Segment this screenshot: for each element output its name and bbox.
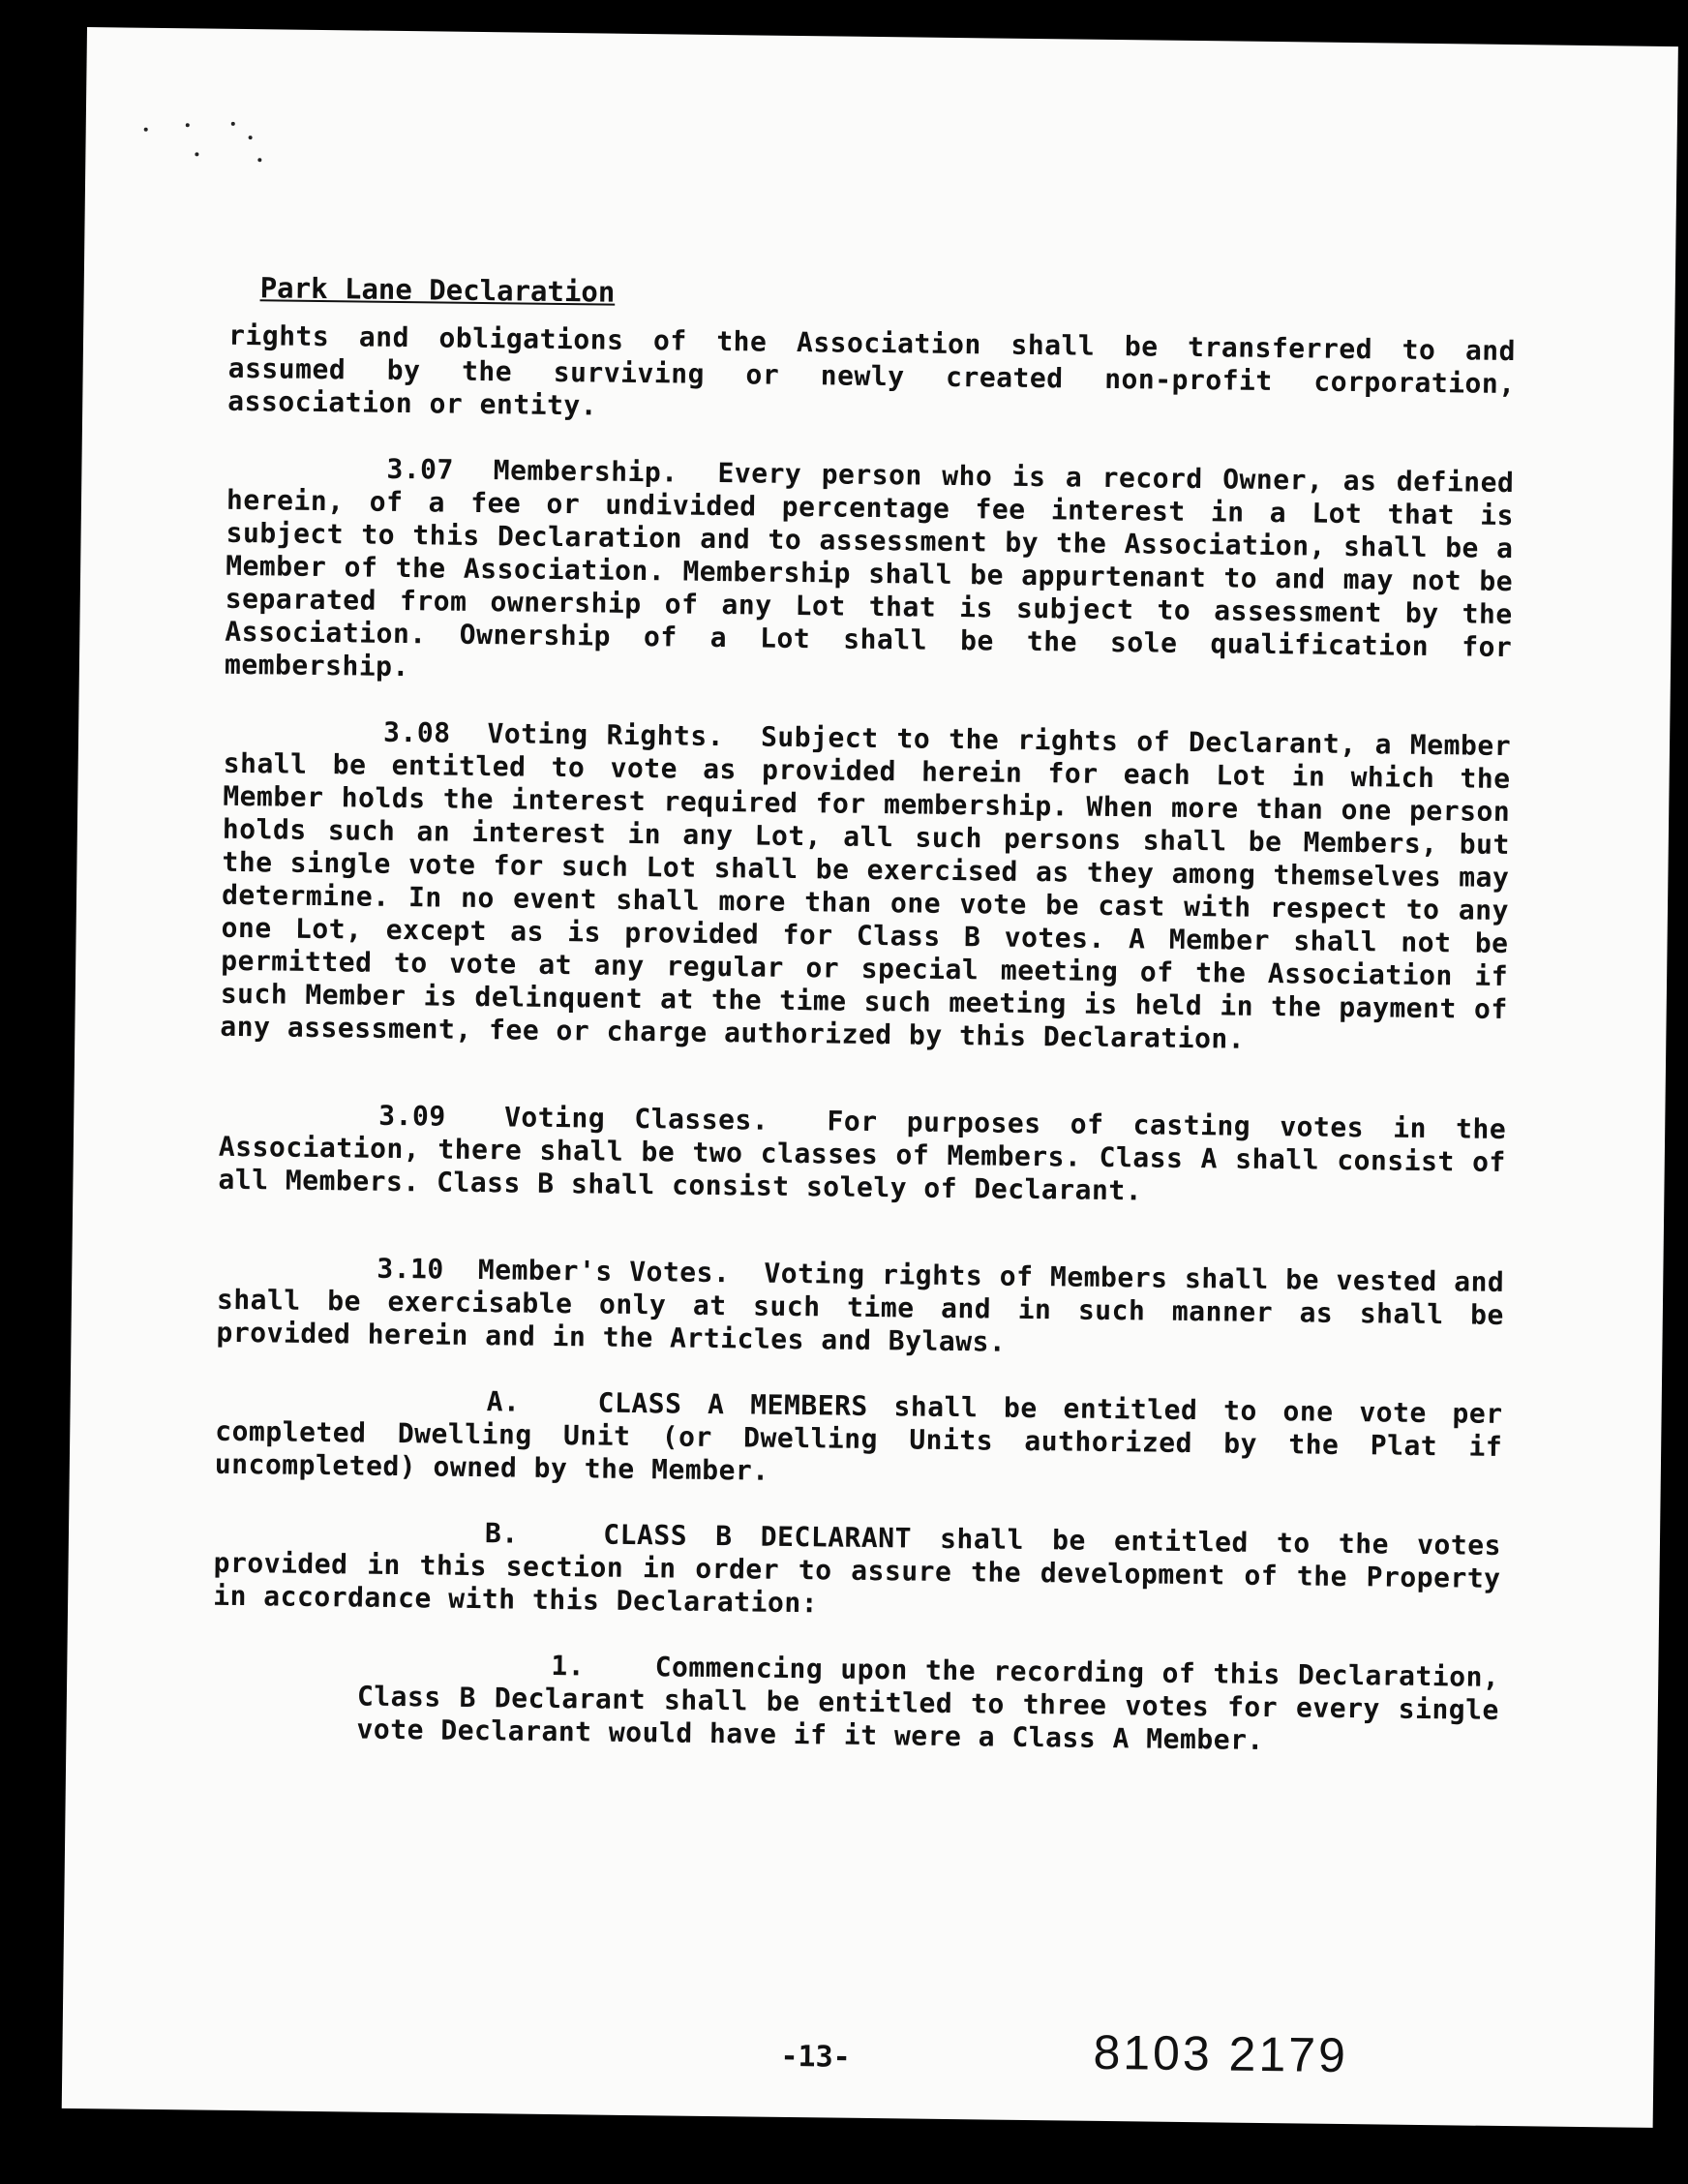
section-3-10 xyxy=(216,1251,1504,1365)
section-text: Every person who is a record Owner, as defined herein, of a fee or undivided percentage fee interest in a Lot that is subject to this Declaration and to assessment by the Association, shall be a Member of the Association. Membership shall be appurtenant to and may not be separated from ownership of any Lot that is subject to assessment by the Association. Ownership of a Lot shall be the sole qualification for membership. xyxy=(224,456,1515,683)
section-number: 3.07 xyxy=(386,452,455,486)
subsection-text: shall be entitled to one vote per completed Dwelling Unit (or Dwelling Units authorized by the Plat if uncompleted) owned by the Member. xyxy=(214,1390,1503,1487)
subsection-letter: B. xyxy=(484,1517,519,1550)
subsection-title: CLASS B DECLARANT xyxy=(603,1518,913,1555)
document-page xyxy=(62,27,1678,2128)
page-number: -13- xyxy=(780,2039,851,2075)
section-text: Subject to the rights of Declarant, a Member shall be entitled to vote as provided herein for each Lot in which the Member holds the interest required for membership. When more than one person holds such an interest in any Lot, all such persons shall be Members, but the single vote for such Lot shall be exercised as they among themselves may determine. In no event shall more than one vote be cast with respect to any one Lot, except as is provided for Class B votes. A Member shall not be permitted to vote at any regular or special meeting of the Association if such Member is delinquent at the time such meeting is held in the payment of any assessment, fee or charge authorized by this Declaration. xyxy=(220,720,1512,1055)
page-header: Park Lane Declaration xyxy=(259,271,616,309)
subsection-text: shall be entitled to the votes provided in this section in order to assure the development of the Property in accordance with this Declaration: xyxy=(213,1522,1502,1620)
section-text: For purposes of casting votes in the Association, there shall be two classes of Members. Class A shall consist of all Members. Class B shall consist solely of Declarant. xyxy=(218,1105,1507,1207)
paragraph-text: rights and obligations of the Association shall be transferred to and assumed by the surviving or newly created non-profit corporation, association or entity. xyxy=(227,318,1517,422)
subsection-title: CLASS A MEMBERS xyxy=(597,1386,868,1422)
section-3-07 xyxy=(225,451,1515,697)
section-title: Member's Votes. xyxy=(477,1254,731,1289)
item-text: Commencing upon the recording of this Declaration, Class B Declarant shall be entitled to three votes for every single vote Declarant would have if it were a Class A Member. xyxy=(356,1651,1500,1756)
subsection-letter: A. xyxy=(486,1385,521,1418)
section-title: Voting Rights. xyxy=(487,717,725,753)
section-3-10-a xyxy=(215,1382,1503,1497)
paragraph-continuation xyxy=(227,319,1516,434)
section-number: 3.08 xyxy=(382,715,451,749)
section-number: 3.09 xyxy=(378,1099,446,1133)
section-number: 3.10 xyxy=(377,1252,444,1286)
document-number: 8103 2179 xyxy=(1093,2024,1349,2083)
section-3-09 xyxy=(218,1098,1506,1212)
document-body xyxy=(211,319,1516,1793)
section-3-10-b xyxy=(213,1514,1501,1628)
section-text: Voting rights of Members shall be vested and shall be exercisable only at such time and in such manner as shall be provided herein and in the Articles and Bylaws. xyxy=(216,1257,1505,1358)
section-title: Voting Classes. xyxy=(503,1101,769,1137)
section-3-08 xyxy=(220,714,1511,1059)
scan-specks xyxy=(85,27,474,226)
item-number: 1. xyxy=(551,1649,586,1683)
section-title: Membership. xyxy=(493,454,678,489)
section-3-10-b-1 xyxy=(211,1646,1499,1760)
